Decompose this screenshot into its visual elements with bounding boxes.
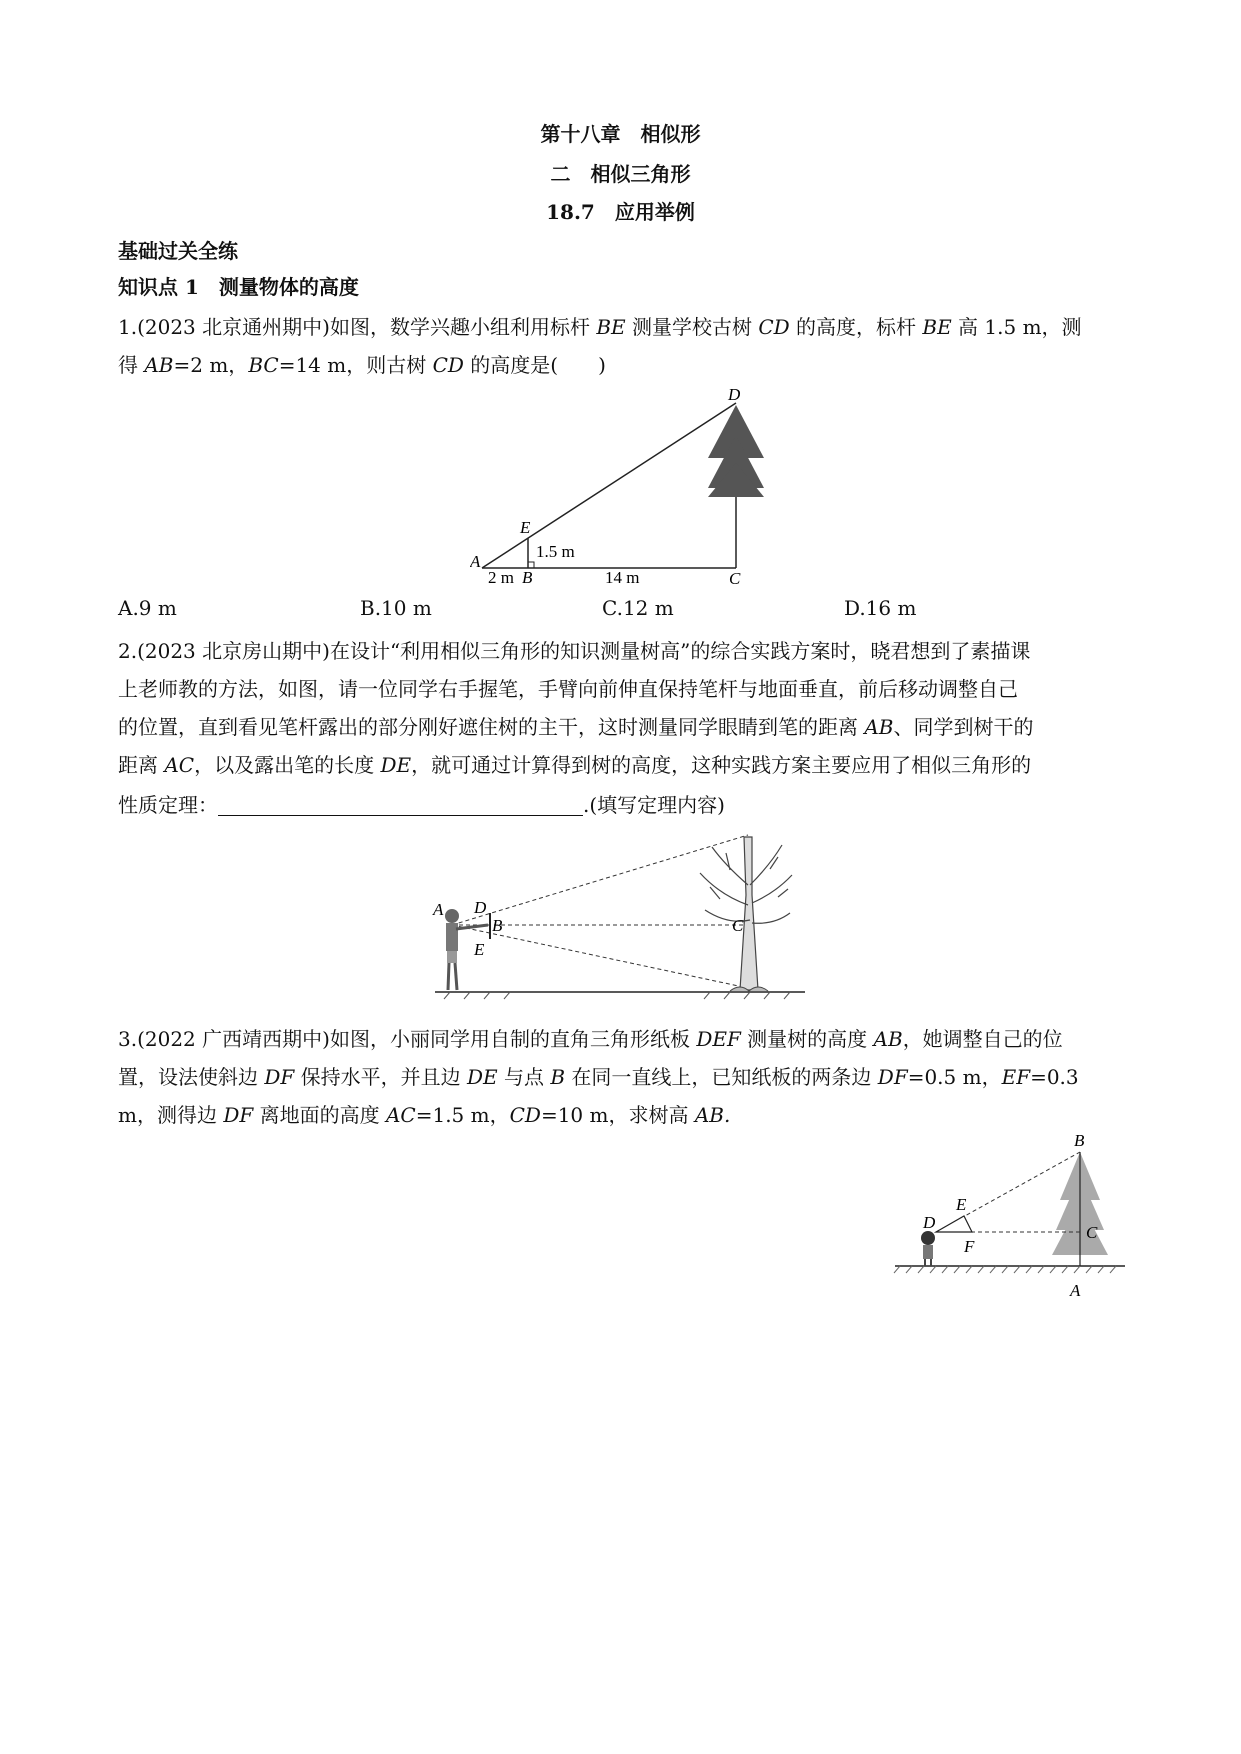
q3-ground-hatch [894, 1266, 1116, 1273]
q3-figure [890, 1130, 1130, 1300]
q2-label-e: E [474, 940, 485, 959]
q1-figure [470, 385, 770, 585]
q1-choice-a[interactable]: A.9 m [118, 596, 177, 620]
q2-line-3: 的位置，直到看见笔杆露出的部分刚好遮住树的主干，这时测量同学眼睛到笔的距离 AB、同学到树干的 [118, 715, 1034, 739]
q1-label-e: E [520, 518, 531, 537]
q2-label-c: C [732, 916, 744, 935]
q2-ground-hatch [444, 992, 790, 999]
q3-label-c: C [1086, 1223, 1098, 1242]
q2-label-a: A [433, 900, 444, 919]
q1-length-be: 1.5 m [536, 542, 575, 561]
knowledge-point-title: 知识点 1 测量物体的高度 [118, 275, 359, 299]
q1-label-c: C [729, 569, 741, 585]
q3-label-e: E [956, 1195, 967, 1214]
q2-line-4: 距离 AC，以及露出笔的长度 DE，就可通过计算得到树的高度，这种实践方案主要应用了相似三角形的 [118, 753, 1032, 777]
q2-figure [430, 825, 810, 1005]
q1-line-2: 得 AB=2 m，BC=14 m，则古树 CD 的高度是( ) [118, 353, 606, 377]
q1-label-b: B [522, 568, 533, 585]
q3-cardboard-def [936, 1216, 972, 1232]
q2-sight-lines [452, 835, 748, 988]
q1-length-ab: 2 m [488, 568, 514, 585]
q2-line-5: 性质定理： .(填写定理内容) [118, 793, 725, 817]
chapter-title: 第十八章 相似形 [540, 122, 701, 146]
q2-line-1: 2.(2023 北京房山期中)在设计“利用相似三角形的知识测量树高”的综合实践方案时，晓君想到了素描课 [118, 639, 1031, 663]
q2-answer-blank[interactable] [218, 793, 583, 816]
q1-choice-b[interactable]: B.10 m [360, 596, 432, 620]
q3-label-d: D [923, 1213, 936, 1232]
q2-label-b: B [492, 916, 503, 935]
lesson-title: 18.7 应用举例 [546, 200, 695, 224]
block-title: 基础过关全练 [118, 239, 238, 263]
q3-label-a: A [1070, 1281, 1081, 1300]
q3-label-b: B [1074, 1131, 1085, 1150]
q1-label-a: A [470, 552, 481, 571]
q1-label-d: D [728, 385, 741, 404]
q1-length-bc: 14 m [605, 568, 640, 585]
q1-choice-c[interactable]: C.12 m [602, 596, 674, 620]
q1-line-1: 1.(2023 北京通州期中)如图，数学兴趣小组利用标杆 BE 测量学校古树 CD 的高度，标杆 BE 高 1.5 m，测 [118, 315, 1082, 339]
q1-choice-d[interactable]: D.16 m [844, 596, 917, 620]
q3-label-f: F [964, 1237, 975, 1256]
q2-line-2: 上老师教的方法，如图，请一位同学右手握笔，手臂向前伸直保持笔杆与地面垂直，前后移动调整自己 [118, 677, 1018, 701]
section-title: 二 相似三角形 [550, 162, 691, 186]
q3-line-2: 置，设法使斜边 DF 保持水平，并且边 DE 与点 B 在同一直线上，已知纸板的两条边 DF=0.5 m，EF=0.3 [118, 1065, 1079, 1089]
q3-line-3: m，测得边 DF 离地面的高度 AC=1.5 m，CD=10 m，求树高 AB. [118, 1103, 731, 1127]
q2-label-d: D [474, 898, 487, 917]
q3-student [921, 1231, 935, 1266]
q2-tree [700, 837, 792, 991]
q3-line-1: 3.(2022 广西靖西期中)如图，小丽同学用自制的直角三角形纸板 DEF 测量树的高度 AB，她调整自己的位 [118, 1027, 1063, 1051]
q1-sight-line [482, 403, 736, 568]
